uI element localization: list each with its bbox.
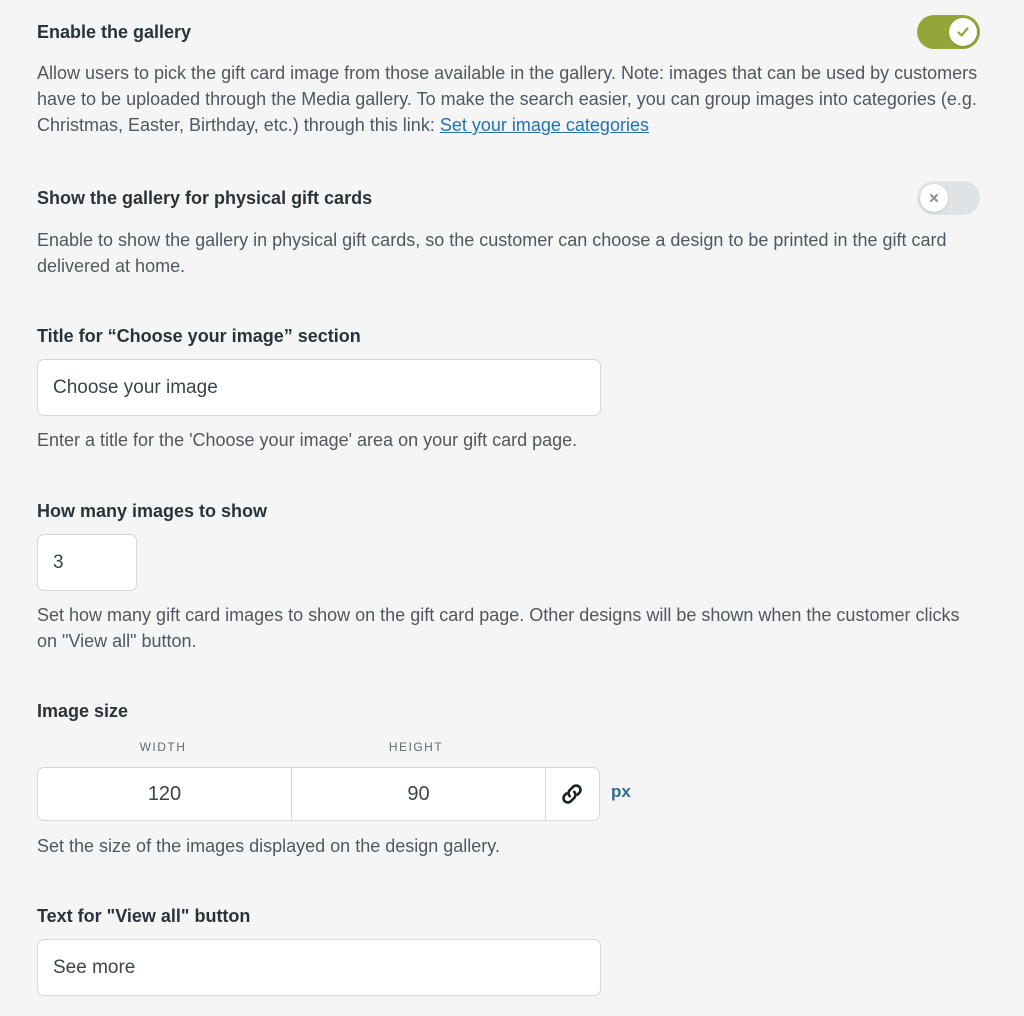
image-size-description: Set the size of the images displayed on the design gallery. [37, 836, 500, 856]
unit-label: px [611, 782, 631, 801]
view-all-input[interactable] [37, 939, 601, 996]
enable-gallery-description [37, 60, 982, 138]
choose-title-description: Enter a title for the 'Choose your image' area on your gift card page. [37, 430, 578, 450]
physical-gallery-label: Show the gallery for physical gift cards [37, 188, 373, 208]
height-input[interactable] [292, 768, 545, 820]
link-dimensions-button[interactable] [546, 768, 599, 820]
image-size-label: Image size [37, 701, 129, 721]
toggle-knob [949, 18, 977, 46]
width-input[interactable] [38, 768, 291, 820]
toggle-knob [920, 184, 948, 212]
images-count-label: How many images to show [37, 501, 268, 521]
image-size-fields [37, 767, 600, 821]
check-icon [956, 25, 970, 39]
images-count-input[interactable] [37, 534, 137, 591]
choose-title-input[interactable] [37, 359, 601, 416]
chain-link-icon [559, 781, 585, 807]
enable-gallery-toggle[interactable] [917, 15, 980, 49]
choose-title-label: Title for “Choose your image” section [37, 326, 361, 346]
enable-gallery-label: Enable the gallery [37, 22, 192, 42]
enable-gallery-desc-text: Allow users to pick the gift card image from those available in the gallery. Note: images that can be used by customers have to be uploaded through the Media gallery. To make the search easier, you can group images into categories (e.g. Christmas, Easter, Birthday, etc.) through this link: [37, 63, 978, 135]
x-icon [928, 192, 940, 204]
physical-gallery-description: Enable to show the gallery in physical gift cards, so the customer can choose a design to be printed in the gift card delivered at home. [37, 230, 947, 276]
height-heading: HEIGHT [388, 740, 444, 754]
width-heading: WIDTH [139, 740, 187, 754]
physical-gallery-toggle[interactable] [917, 181, 980, 215]
image-categories-link[interactable]: Set your image categories [439, 115, 649, 135]
images-count-description: Set how many gift card images to show on the gift card page. Other designs will be shown when the customer clicks on "View all" button. [37, 605, 960, 651]
view-all-label: Text for "View all" button [37, 906, 251, 926]
